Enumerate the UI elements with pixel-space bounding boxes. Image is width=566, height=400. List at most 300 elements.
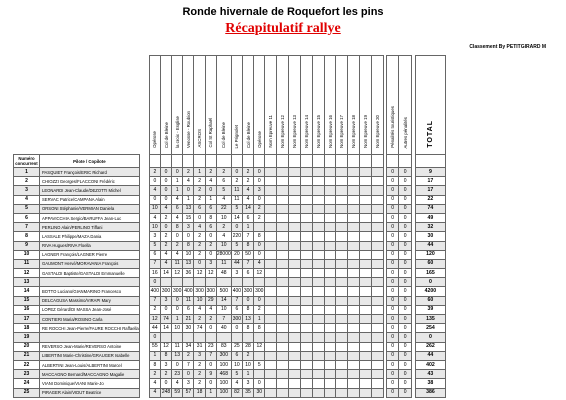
- stage-score-empty: [300, 250, 312, 259]
- table-row: [14, 269, 446, 278]
- stage-score-empty: [360, 379, 372, 388]
- stage-score-empty: [277, 342, 289, 351]
- rally-title: Ronde hivernale de Roquefort les pins: [182, 6, 384, 18]
- stage-score: 400: [149, 287, 160, 296]
- stage-score: 2: [194, 370, 205, 379]
- stage-score-empty: [336, 250, 348, 259]
- stage-score: 2: [216, 168, 231, 177]
- stage-score: 10: [231, 360, 242, 369]
- number-column-header: Numéro concurrent: [15, 156, 38, 166]
- competitor-number: 18: [14, 324, 40, 333]
- stage-score: 300: [172, 287, 183, 296]
- stage-score-empty: [372, 351, 384, 360]
- stage-score: 40: [216, 324, 231, 333]
- stage-score-empty: [300, 287, 312, 296]
- stage-score: 4: [216, 195, 231, 204]
- stage-subheader: [254, 155, 265, 168]
- stage-score: [231, 278, 242, 287]
- competitor-number: 20: [14, 342, 40, 351]
- pilot-names: [40, 278, 140, 287]
- stage-score: 2: [242, 168, 253, 177]
- penalty-value: 0: [399, 241, 412, 250]
- stage-score: 0: [194, 259, 205, 268]
- competitor-number: 10: [14, 250, 40, 259]
- stage-score: 8: [242, 305, 253, 314]
- competitor-number: 24: [14, 379, 40, 388]
- stage-score-empty: [360, 342, 372, 351]
- stage-score: 12: [172, 269, 183, 278]
- stage-score-empty: [289, 250, 301, 259]
- stage-score: 6: [216, 177, 231, 186]
- stage-score: 400: [183, 287, 194, 296]
- stage-header: [172, 56, 183, 155]
- stage-score-empty: [324, 315, 336, 324]
- stage-score: 8: [254, 232, 265, 241]
- stage-score-empty: [289, 186, 301, 195]
- stage-score: 0: [172, 232, 183, 241]
- stage-score-empty: [324, 250, 336, 259]
- stage-score: 14: [216, 296, 231, 305]
- table-row: [14, 351, 446, 360]
- stage-score: 0: [172, 360, 183, 369]
- stage-score: 44: [231, 259, 242, 268]
- stage-score: 4: [149, 379, 160, 388]
- pilot-names: SERVAC Patrice/CAMPANA Alain: [40, 195, 140, 204]
- total-value: 135: [415, 315, 445, 324]
- pilot-names: RIVA Hugues/RIVA Floella: [40, 241, 140, 250]
- stage-subheader: [231, 155, 242, 168]
- competitor-number: 7: [14, 223, 40, 232]
- stage-score: 12: [205, 269, 216, 278]
- stage-score-empty: [372, 278, 384, 287]
- stage-score: 14: [231, 213, 242, 222]
- table-row: [14, 278, 446, 287]
- stage-score-empty: [324, 296, 336, 305]
- pilot-names: PIRAGER Alain/VIDUT Beatrice: [40, 388, 140, 397]
- stage-score: 4: [194, 223, 205, 232]
- spacer: [139, 177, 149, 186]
- pilot-names: PASQUIET François/ERIC Richard: [40, 168, 140, 177]
- stage-score: 57: [183, 388, 194, 397]
- stage-score: 34: [183, 342, 194, 351]
- spacer: [139, 250, 149, 259]
- stage-score: 7: [216, 315, 231, 324]
- stage-score-empty: [372, 324, 384, 333]
- stage-score-empty: [265, 186, 277, 195]
- stage-score: [254, 333, 265, 342]
- stage-score: 2: [160, 241, 171, 250]
- stage-score: 82: [231, 388, 242, 397]
- stage-score-empty: [372, 213, 384, 222]
- table-row: [14, 204, 446, 213]
- stage-score-empty: [312, 360, 324, 369]
- total-value: 386: [415, 388, 445, 397]
- stage-score-empty: [312, 232, 324, 241]
- stage-score-empty: [265, 213, 277, 222]
- stage-score: 12: [254, 342, 265, 351]
- stage-score-empty: [265, 360, 277, 369]
- stage-score-empty: [265, 177, 277, 186]
- recap-subtitle: Récapitulatif rallye: [225, 21, 341, 36]
- stage-score: 7: [183, 360, 194, 369]
- stage-score: 18: [194, 388, 205, 397]
- stage-score: 0: [254, 379, 265, 388]
- penalty-header-label: Pénalités touristiques: [390, 106, 396, 148]
- stage-header: [254, 56, 265, 155]
- pilot-names: CONTIERI Maria/ROSINO Carla: [40, 315, 140, 324]
- stage-score: 21: [183, 315, 194, 324]
- total-value: 254: [415, 324, 445, 333]
- total-value: 17: [415, 177, 445, 186]
- stage-score: 5: [254, 360, 265, 369]
- competitor-number: 22: [14, 360, 40, 369]
- stage-score: 0: [160, 186, 171, 195]
- stage-score: 2: [194, 177, 205, 186]
- pilot-names: MACCAGNO Bernard/MACCAGNO Magalie: [40, 370, 140, 379]
- stage-score-empty: [324, 360, 336, 369]
- stage-header: [300, 56, 312, 155]
- stage-score-empty: [360, 241, 372, 250]
- stage-score-empty: [300, 388, 312, 397]
- competitor-number: 5: [14, 204, 40, 213]
- pilot-names: LASSALE Philippe/MAZA Dania: [40, 232, 140, 241]
- penalty-value: 0: [399, 333, 412, 342]
- stage-header-label: Nom Epreuve 14: [303, 115, 309, 148]
- stage-score-empty: [312, 223, 324, 232]
- stage-score: 0: [160, 195, 171, 204]
- stage-score: 4: [205, 305, 216, 314]
- stage-score: 0: [160, 168, 171, 177]
- stage-score-empty: [265, 204, 277, 213]
- stage-score: 0: [231, 223, 242, 232]
- stage-subheader: [160, 155, 171, 168]
- stage-score: 300: [231, 315, 242, 324]
- table-row: [14, 250, 446, 259]
- stage-score: 1: [183, 195, 194, 204]
- stage-header-label: Opérose: [152, 131, 158, 148]
- stage-subheader: [149, 155, 160, 168]
- spacer: [139, 333, 149, 342]
- stage-score-empty: [289, 351, 301, 360]
- stage-score-empty: [277, 333, 289, 342]
- stage-score: 0: [183, 186, 194, 195]
- stage-score: 50: [242, 250, 253, 259]
- stage-score: 8: [254, 324, 265, 333]
- spacer: [139, 342, 149, 351]
- stage-score-empty: [324, 269, 336, 278]
- stage-score-empty: [300, 360, 312, 369]
- penalty-value: 0: [386, 269, 399, 278]
- stage-score-empty: [289, 278, 301, 287]
- stage-score: 83: [216, 342, 231, 351]
- stage-score-empty: [300, 315, 312, 324]
- stage-score: [242, 333, 253, 342]
- stage-score: 2: [216, 223, 231, 232]
- stage-score-empty: [265, 250, 277, 259]
- stage-score-empty: [372, 241, 384, 250]
- stage-header-label: Nom Epreuve 15: [315, 115, 321, 148]
- stage-score-empty: [336, 223, 348, 232]
- stage-score-empty: [312, 305, 324, 314]
- spacer: [139, 186, 149, 195]
- competitor-number: 3: [14, 186, 40, 195]
- header-empty: [139, 56, 149, 155]
- total-value: 43: [415, 370, 445, 379]
- spacer: [139, 296, 149, 305]
- total-value: 44: [415, 351, 445, 360]
- stage-header: [265, 56, 277, 155]
- stage-score-empty: [265, 388, 277, 397]
- spacer: [139, 204, 149, 213]
- penalty-value: 0: [399, 269, 412, 278]
- stage-score-empty: [324, 195, 336, 204]
- stage-score: 10: [172, 324, 183, 333]
- penalty-value: 0: [399, 388, 412, 397]
- stage-score-empty: [300, 333, 312, 342]
- stage-score-empty: [324, 186, 336, 195]
- stage-score: 44: [149, 324, 160, 333]
- total-value: 120: [415, 250, 445, 259]
- stage-score: 4: [216, 232, 231, 241]
- stage-score: 2: [205, 168, 216, 177]
- total-value: 44: [415, 241, 445, 250]
- stage-score: 74: [194, 324, 205, 333]
- stage-score: 10: [149, 204, 160, 213]
- stage-header-label: ASCROS: [197, 129, 203, 148]
- stage-score-empty: [348, 177, 360, 186]
- stage-score-empty: [300, 370, 312, 379]
- pilot-column-header: Pilote / Copilote: [40, 155, 140, 168]
- stage-header: [336, 56, 348, 155]
- stage-score-empty: [360, 269, 372, 278]
- table-row: [14, 305, 446, 314]
- stage-score: 28000: [216, 250, 231, 259]
- stage-score: 2: [183, 168, 194, 177]
- stage-score-empty: [336, 351, 348, 360]
- stage-score: 2: [194, 315, 205, 324]
- stage-score-empty: [336, 186, 348, 195]
- stage-score-empty: [300, 269, 312, 278]
- penalty-value: 0: [399, 168, 412, 177]
- stage-score-empty: [312, 388, 324, 397]
- stage-score-empty: [324, 241, 336, 250]
- penalty-value: 0: [386, 287, 399, 296]
- stage-score: 0: [254, 168, 265, 177]
- spacer: [139, 155, 149, 168]
- stage-score: [183, 333, 194, 342]
- competitor-number: 17: [14, 315, 40, 324]
- penalty-value: 0: [399, 296, 412, 305]
- stage-score-empty: [312, 204, 324, 213]
- stage-score-empty: [324, 223, 336, 232]
- stage-score: 4: [205, 177, 216, 186]
- stage-score: 8: [160, 351, 171, 360]
- stage-score-empty: [277, 177, 289, 186]
- stage-score-empty: [300, 324, 312, 333]
- stage-score-empty: [336, 204, 348, 213]
- stage-score: [160, 278, 171, 287]
- stage-score: 11: [231, 195, 242, 204]
- stage-score: 2: [149, 305, 160, 314]
- stage-score: 0: [183, 232, 194, 241]
- stage-score: 5: [231, 204, 242, 213]
- stage-score-empty: [324, 342, 336, 351]
- pilot-names: LIBERTINI Marie-Christine/GRAUGER Isabelle: [40, 351, 140, 360]
- stage-score-empty: [300, 186, 312, 195]
- pilot-names: BOTTO Luciano/GIANMARINO Francesco: [40, 287, 140, 296]
- total-value: 60: [415, 296, 445, 305]
- penalty-subheader: [386, 155, 399, 168]
- stage-score-empty: [265, 305, 277, 314]
- stage-score: 0: [149, 195, 160, 204]
- penalty-value: 0: [399, 351, 412, 360]
- spacer: [139, 168, 149, 177]
- penalty-value: 0: [399, 250, 412, 259]
- penalty-value: 0: [386, 370, 399, 379]
- pilot-names: LOPEZ Gérard/DI MASSA Jean-José: [40, 305, 140, 314]
- stage-score-empty: [324, 324, 336, 333]
- stage-score: 11: [172, 342, 183, 351]
- penalty-value: 0: [386, 333, 399, 342]
- stage-score-empty: [360, 324, 372, 333]
- stage-score-empty: [360, 250, 372, 259]
- stage-header-label: Opérose: [256, 131, 262, 148]
- stage-score-empty: [300, 168, 312, 177]
- stage-score: 7: [242, 259, 253, 268]
- stage-score: 1: [242, 370, 253, 379]
- competitor-number: 15: [14, 296, 40, 305]
- stage-score: 6: [194, 204, 205, 213]
- penalty-value: 0: [386, 186, 399, 195]
- stage-score-empty: [289, 305, 301, 314]
- stage-score-empty: [300, 213, 312, 222]
- stage-score-empty: [348, 241, 360, 250]
- penalty-value: 0: [386, 342, 399, 351]
- stage-score: 0: [231, 324, 242, 333]
- stage-score-empty: [312, 186, 324, 195]
- total-value: 9: [415, 168, 445, 177]
- competitor-number: 11: [14, 259, 40, 268]
- stage-score: 0: [205, 324, 216, 333]
- penalty-value: 0: [386, 278, 399, 287]
- stage-score: 5: [149, 241, 160, 250]
- spacer: [139, 370, 149, 379]
- stage-score-empty: [348, 342, 360, 351]
- pilot-names: LEONARDI Jean-Claude/DEZOTTI Michel: [40, 186, 140, 195]
- stage-score-empty: [324, 305, 336, 314]
- stage-score: 6: [231, 351, 242, 360]
- stage-score: 74: [160, 315, 171, 324]
- stage-header-label: Nom Epreuve 11: [268, 115, 274, 148]
- penalty-value: 0: [399, 177, 412, 186]
- stage-score-empty: [312, 177, 324, 186]
- stage-header-label: Venosse - Roubion: [185, 110, 191, 148]
- stage-score-empty: [372, 342, 384, 351]
- stage-score: 7: [242, 232, 253, 241]
- penalty-value: 0: [386, 379, 399, 388]
- stage-score: 8: [149, 360, 160, 369]
- stage-score: 16: [149, 269, 160, 278]
- total-value: 17: [415, 186, 445, 195]
- stage-score: 4: [160, 259, 171, 268]
- stage-score-empty: [300, 232, 312, 241]
- spacer: [139, 287, 149, 296]
- stage-score: 8: [242, 324, 253, 333]
- stage-score: 13: [172, 351, 183, 360]
- table-row: [14, 287, 446, 296]
- total-value: 262: [415, 342, 445, 351]
- stage-score: 3: [242, 379, 253, 388]
- stage-score-empty: [289, 324, 301, 333]
- stage-score-empty: [277, 168, 289, 177]
- stage-score-empty: [289, 232, 301, 241]
- penalty-value: 0: [386, 360, 399, 369]
- stage-score: 29: [205, 296, 216, 305]
- stage-score-empty: [277, 241, 289, 250]
- stage-score: 1: [254, 315, 265, 324]
- stage-score-empty: [289, 360, 301, 369]
- stage-score-empty: [289, 177, 301, 186]
- stage-score-empty: [348, 204, 360, 213]
- penalty-value: 0: [399, 213, 412, 222]
- competitor-number: 14: [14, 287, 40, 296]
- stage-score: 4: [194, 305, 205, 314]
- stage-score: 6: [242, 269, 253, 278]
- stage-score: 13: [242, 315, 253, 324]
- stage-score: 468: [216, 370, 231, 379]
- stage-score: 0: [172, 168, 183, 177]
- stage-score: 30: [254, 388, 265, 397]
- stage-score-empty: [372, 204, 384, 213]
- stage-score: 1: [172, 186, 183, 195]
- spacer: [139, 388, 149, 397]
- pilot-names: DELCAGUSA Massimo/VIRAPI Mary: [40, 296, 140, 305]
- stage-header: [183, 56, 194, 155]
- stage-score: 2: [172, 241, 183, 250]
- spacer: [139, 324, 149, 333]
- spacer: [139, 360, 149, 369]
- stage-score: 1: [149, 351, 160, 360]
- stage-header: [289, 56, 301, 155]
- stage-score: 10: [216, 241, 231, 250]
- stage-score: 2: [254, 305, 265, 314]
- stage-score: 2: [149, 370, 160, 379]
- spacer: [139, 305, 149, 314]
- penalty-value: 0: [386, 195, 399, 204]
- total-value: 39: [415, 305, 445, 314]
- stage-score-empty: [372, 195, 384, 204]
- stage-score-empty: [348, 186, 360, 195]
- stage-score: 3: [160, 360, 171, 369]
- spacer: [139, 351, 149, 360]
- stage-score-empty: [348, 278, 360, 287]
- stage-score-empty: [289, 195, 301, 204]
- penalty-value: 0: [386, 324, 399, 333]
- stage-score-empty: [360, 177, 372, 186]
- penalty-value: 0: [399, 379, 412, 388]
- penalty-value: 0: [399, 360, 412, 369]
- stage-subheader: [277, 155, 289, 168]
- stage-score-empty: [348, 351, 360, 360]
- stage-score: 15: [183, 213, 194, 222]
- table-row: [14, 213, 446, 222]
- penalty-header: [386, 56, 399, 155]
- stage-score: 13: [183, 204, 194, 213]
- stage-score: 4: [242, 195, 253, 204]
- stage-score-empty: [289, 287, 301, 296]
- stage-header: [277, 56, 289, 155]
- stage-score-empty: [360, 360, 372, 369]
